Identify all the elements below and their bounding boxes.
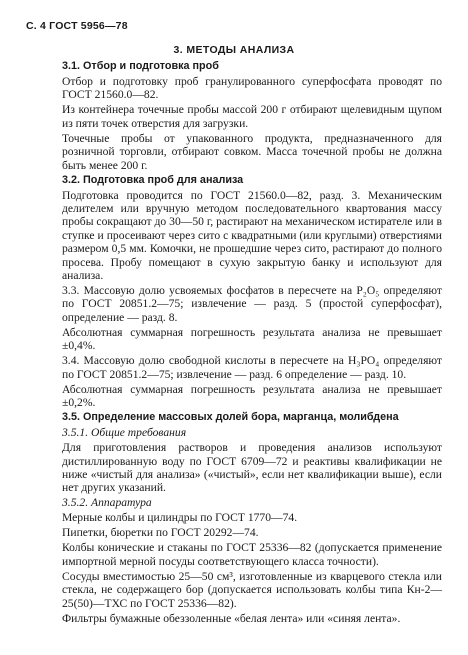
paragraph: 3.3. Массовую долю усвояемых фосфатов в пересчете на P₂O₅ определяют по ГОСТ 20851.2—75; извлечение — разд. 5 (простой суперфосфат), определение — разд. 8. — [62, 284, 442, 324]
paragraph: Из контейнера точечные пробы массой 200 г отбирают щелевидным щупом из пяти точек отверстия для загрузки. — [62, 103, 442, 130]
paragraph: Точечные пробы от упакованного продукта, предназначенного для розничной торговли, отбирают совком. Масса точечной пробы не должна быть менее 200 г. — [62, 131, 442, 172]
paragraph: Отбор и подготовку проб гранулированного суперфосфата проводят по ГОСТ 21560.0—82. — [62, 75, 442, 102]
paragraph: Подготовка проводится по ГОСТ 21560.0—82, разд. 3. Механическим делителем или вручную методом последовательного квартования массу пробы сокращают до 30—50 г, растирают на механическом истирателе или в ступке и просеивают через сито с квадратными (или круглыми) отверстиями размером 0,5 мм. Комочки, не прошедшие через сито, растирают до полного просева. Пробу помещают в сухую закрытую банку и используют для анализа. — [62, 188, 442, 283]
subsection-subheading: 3.5.1. Общие требования — [62, 426, 187, 440]
paragraph: Колбы конические и стаканы по ГОСТ 25336—82 (допускается применение импортной мерной посуды соответствующего класса точности). — [62, 541, 442, 568]
paragraph: Для приготовления растворов и проведения анализов используют дистиллированную воду по ГОСТ 6709—72 и реактивы квалификации не ниже «чистый для анализа» («чистый», если нет квалификации выше), если нет других указаний. — [62, 441, 442, 495]
subsection-subheading: 3.5.2. Аппаратура — [62, 496, 152, 510]
paragraph: Абсолютная суммарная погрешность результата анализа не превышает ±0,4%. — [62, 325, 442, 353]
subsection-heading: 3.2. Подготовка проб для анализа — [62, 173, 244, 186]
paragraph: Сосуды вместимостью 25—50 см³, изготовленные из кварцевого стекла или стекла, не содержащего бор (допускается использовать колбы типа Кн-2—25(50)—ТХС по ГОСТ 25336—82). — [62, 569, 442, 610]
paragraph: Мерные колбы и цилиндры по ГОСТ 1770—74. — [62, 511, 298, 525]
page-header: С. 4 ГОСТ 5956—78 — [26, 20, 128, 32]
paragraph: Фильтры бумажные обеззоленные «белая лента» или «синяя лента». — [62, 611, 401, 625]
paragraph: 3.4. Массовую долю свободной кислоты в пересчете на H₃PO₄ определяют по ГОСТ 20851.2—75; извлечение — разд. 6 определение — разд. 10. — [62, 354, 442, 381]
document-body — [62, 60, 442, 627]
subsection-heading: 3.5. Определение массовых долей бора, марганца, молибдена — [62, 411, 399, 424]
subsection-heading: 3.1. Отбор и подготовка проб — [62, 60, 219, 72]
paragraph: Абсолютная суммарная погрешность результата анализа не превышает ±0,2%. — [62, 382, 442, 410]
paragraph: Пипетки, бюретки по ГОСТ 20292—74. — [62, 526, 259, 540]
section-title: 3. МЕТОДЫ АНАЛИЗА — [173, 44, 295, 56]
